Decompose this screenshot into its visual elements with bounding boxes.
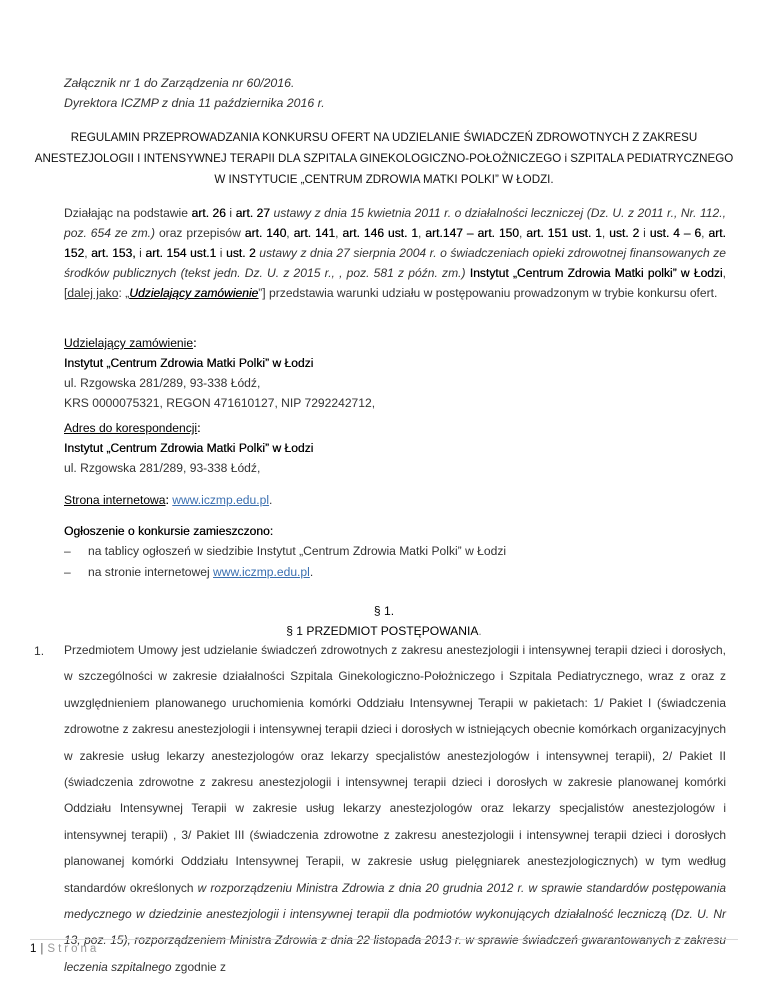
point-1-text: Przedmiotem Umowy jest udzielanie świadczeń zdrowotnych z zakresu anestezjologii i intensywnej terapii dzieci i dorosłych, w szczególności w zakresie działalności Szpitala Ginekologiczno-Położniczego i Szpitala Pediatrycznego, wraz z oraz z uwzględnieniem planowanego uruchomienia komórki Oddziału Intensywnej Terapii w pakietach: 1/ Pakiet I (świadczenia zdrowotne z zakresu anestezjologii i intensywnej terapii dzieci i dorosłych w istniejących obecnie komórkach organizacyjnych w zakresie usług lekarzy anestezjologów oraz lekarzy specjalistów anestezjologów i intensywnej terapii), 2/ Pakiet II (świadczenia zdrowotne z zakresu anestezjologii i intensywnej terapii dzieci i dorosłych w zakresie planowanej komórki Oddziału Intensywnej Terapii w zakresie usług lekarzy anestezjologów oraz lekarzy specjalistów anestezjologów i intensywnej terapii) , 3/ Pakiet III (świadczenia zdrowotne z zakresu anestezjologii i intensywnej terapii dzieci i dorosłych planowanej komórki Oddziału Intensywnej Terapii, w zakresie usług pielęgniarek anestezjologicznych) w tym według standardów określonych xyxy=(64,643,726,895)
intro-ref: art. 140 xyxy=(244,226,287,240)
intro-text: i xyxy=(639,226,650,240)
website-dot: . xyxy=(269,493,273,507)
correspondence-block xyxy=(64,418,313,478)
intro-text: Działając na podstawie xyxy=(64,206,192,220)
title-line-2: ANESTEZJOLOGII I INTENSYWNEJ TERAPII DLA SZPITALA GINEKOLOGICZNO-POŁOŻNICZEGO i SZPITALA PEDIATRYCZNEGO xyxy=(34,152,734,165)
announcement-dot: . xyxy=(309,565,314,579)
title-line-3: W INSTYTUCIE „CENTRUM ZDROWIA MATKI POLKI” W ŁODZI. xyxy=(214,173,554,186)
announcement-item-website: na stronie internetowej xyxy=(88,565,214,579)
label-colon: : xyxy=(193,336,197,350)
footer-divider xyxy=(30,939,738,940)
intro-ref: ust. 2 xyxy=(609,226,640,240)
dash-bullet-icon: – xyxy=(64,565,71,579)
website-label: Strona internetowa xyxy=(64,493,166,507)
label-colon: : xyxy=(165,493,173,507)
intro-act-citation: ustawy z dnia 27 sierpnia 2004 r. o świadczeniach opieki zdrowotnej finansowanych ze środków publicznych (tekst jedn. Dz. U. z 2015 r., , poz. 581 z późn. zm.) xyxy=(64,246,726,280)
list-item xyxy=(64,562,313,582)
page-number: 1 xyxy=(30,943,37,955)
intro-act-citation: ustawy z dnia 15 kwietnia 2011 r. o działalności leczniczej (Dz. U. z 2011 r., Nr. 112., poz. 654 ze zm.) xyxy=(64,206,726,240)
intro-ref: art.147 – art. 150 xyxy=(425,226,519,240)
website-block xyxy=(64,490,272,510)
contractor-address: ul. Rzgowska 281/289, 93-338 Łódź, xyxy=(64,376,261,390)
intro-text: , xyxy=(722,266,726,280)
intro-defined-term: Udzielający zamówienie xyxy=(129,286,259,300)
section-number: § 1. xyxy=(373,604,395,618)
point-number: 1. xyxy=(34,644,45,658)
section-title xyxy=(0,624,768,638)
footer-separator: | xyxy=(40,943,44,955)
attachment-line-2: Dyrektora ICZMP z dnia 11 października 2016 r. xyxy=(64,96,325,110)
announcement-website-link[interactable]: www.iczmp.edu.pl xyxy=(213,565,310,579)
contractor-label: Udzielający zamówienie xyxy=(64,336,194,350)
announcement-heading xyxy=(64,521,273,541)
point-1-regulation-citation: w rozporządzeniu Ministra Zdrowia z dnia 20 grudnia 2012 r. w sprawie standardów postępowania medycznego w dziedzinie anestezjologii i intensywnej terapii dla podmiotów wykonujących działalność leczniczą (Dz. U. Nr 13, poz. 15), rozporządzeniem Ministra Zdrowia z dnia 22 listopada 2013 r. w sprawie świadczeń gwarantowanych z zakresu leczenia szpitalnego xyxy=(64,880,726,974)
intro-ref: art. 26 xyxy=(191,206,226,220)
intro-ref: art. 154 ust.1 xyxy=(145,246,217,260)
intro-text: , xyxy=(417,226,426,240)
intro-text: , xyxy=(519,226,527,240)
intro-text: i xyxy=(135,246,146,260)
intro-ref: art. 152 xyxy=(64,226,726,260)
section-title-dot: . xyxy=(478,624,482,638)
correspondence-address: ul. Rzgowska 281/289, 93-338 Łódź, xyxy=(64,461,261,475)
contractor-name: Instytut „Centrum Zdrowia Matki Polki” w Łodzi xyxy=(64,356,314,370)
attachment-header xyxy=(64,73,325,113)
intro-ref: art. 141 xyxy=(293,226,336,240)
correspondence-label: Adres do korespondencji xyxy=(64,421,198,435)
correspondence-name: Instytut „Centrum Zdrowia Matki Polki” w Łodzi xyxy=(64,441,314,455)
contractor-block xyxy=(64,333,375,413)
intro-ref: art. 27 xyxy=(235,206,270,220)
intro-ref: ust. 4 – 6 xyxy=(649,226,702,240)
intro-text: i xyxy=(216,246,227,260)
intro-text: [dalej jako xyxy=(64,286,119,300)
intro-ref: art. 151 ust. 1 xyxy=(526,226,602,240)
dash-bullet-icon: – xyxy=(64,544,71,558)
announcement-heading-text: Ogłoszenie o konkursie zamieszczono: xyxy=(64,524,274,538)
title-line-1: REGULAMIN PRZEPROWADZANIA KONKURSU OFERT NA UDZIELANIE ŚWIADCZEŃ ZDROWOTNYCH Z ZAKRESU xyxy=(70,131,698,144)
contractor-registry-ids: KRS 0000075321, REGON 471610127, NIP 7292242712, xyxy=(64,396,376,410)
website-link[interactable]: www.iczmp.edu.pl xyxy=(172,493,270,507)
section-title-text: § 1 PRZEDMIOT POSTĘPOWANIA xyxy=(286,624,479,638)
intro-text: oraz przepisów xyxy=(155,226,245,240)
point-1-paragraph xyxy=(64,637,726,980)
intro-text: : „ xyxy=(118,286,130,300)
page-footer xyxy=(30,943,99,955)
intro-text: , xyxy=(84,246,92,260)
announcement-item-notice-board: na tablicy ogłoszeń w siedzibie Instytut „Centrum Zdrowia Matki Polki” w Łodzi xyxy=(88,544,507,558)
intro-text: , xyxy=(601,226,610,240)
intro-text: ”] przedstawia warunki udziału w postępowaniu prowadzonym w trybie konkursu ofert. xyxy=(258,286,718,300)
intro-text: i xyxy=(225,206,236,220)
page-word: Strona xyxy=(47,943,100,955)
intro-ref: ust. 2 xyxy=(226,246,256,260)
intro-paragraph xyxy=(64,203,726,303)
intro-institute-name: Instytut „Centrum Zdrowia Matki polki” w Łodzi xyxy=(469,266,723,280)
intro-text: , xyxy=(701,226,709,240)
label-colon: : xyxy=(197,421,201,435)
document-title xyxy=(30,127,738,190)
intro-text: , xyxy=(286,226,294,240)
intro-text: , xyxy=(335,226,343,240)
list-item xyxy=(64,541,506,561)
intro-ref: art. 146 ust. 1 xyxy=(342,226,418,240)
point-1-text: zgodnie z xyxy=(171,959,226,974)
attachment-line-1: Załącznik nr 1 do Zarządzenia nr 60/2016. xyxy=(64,76,295,90)
intro-ref: art. 153, xyxy=(91,246,136,260)
